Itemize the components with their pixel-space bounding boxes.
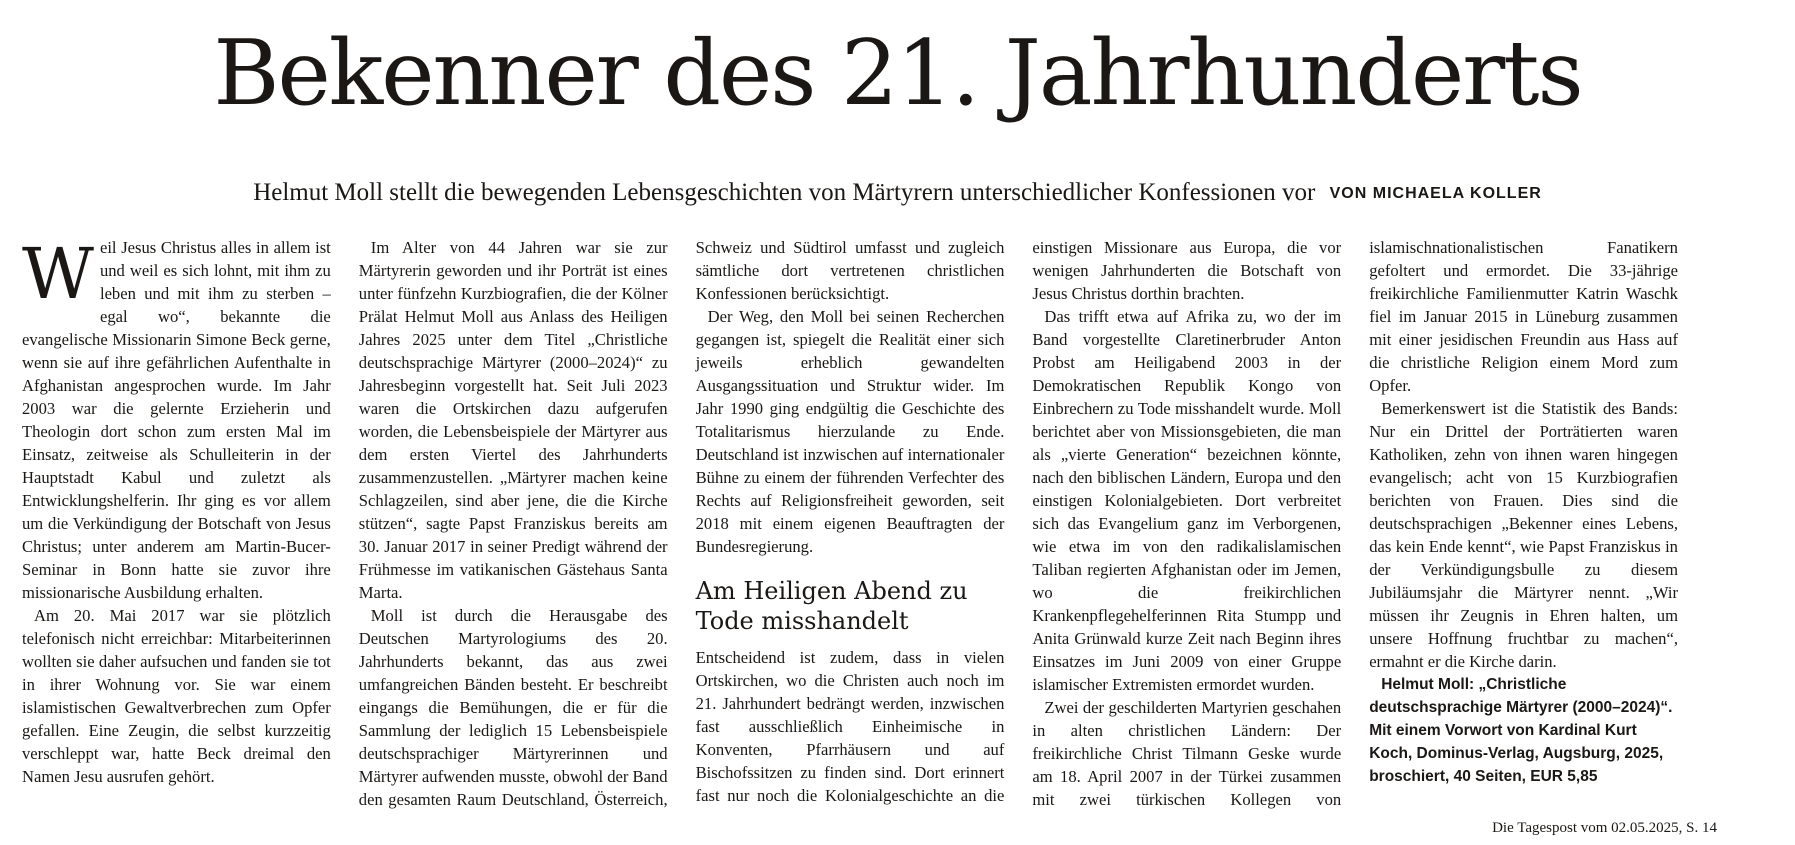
paragraph-5: Der Weg, den Moll bei seinen Recherchen gegangen ist, spiegelt die Realität einer sich jeweils erheblich gewandelten Ausgangssituation und Struktur wider. Im Jahr 1990 ging endgültig die Geschichte des Totalitarismus hierzulande zu Ende. Deutschland ist inzwischen auf internationaler Bühne zu einem der führenden Verfechter des Rechts auf Religionsfreiheit geworden, seit 2018 mit einem eigenen Beauftragten der Bundesregierung. bbox=[695, 307, 1005, 556]
paragraph-8: Zwei der geschilderten Martyrien geschahen in alten christlichen Ländern: Der freikirchliche Christ Tilmann Geske wurde am 18. April 2007 in der Türkei zusammen mit zwei türkischen Kollegen von islamischnationalistischen Fanatikern gefoltert und ermordet. Die 33-jährige freikirchliche Familienmutter Katrin Waschk fiel im Januar 2015 in Lüneburg zusammen mit einer jesidischen Freundin aus Hass auf die christliche Religion einem Mord zum Opfer. bbox=[1032, 238, 1678, 809]
paragraph-6: Entscheidend ist zudem, dass in vielen Ortskirchen, wo die Christen auch noch im 21. Jahrhundert bedrängt werden, inzwischen fast ausschließlich Einheimische in Konventen, Pfarrhäusern und auf Bischofssitzen zu finden sind. Dort erinnert fast nur noch die Kolonialgeschichte an die einstigen Missionare aus Europa, die vor wenigen Jahrhunderten die Botschaft von Jesus Christus dorthin brachten. bbox=[695, 238, 1342, 805]
paragraph-7: Das trifft etwa auf Afrika zu, wo der im Band vorgestellte Claretinerbruder Anton Probst am Heiligabend 2003 in der Demokratischen Republik Kongo von Einbrechern zu Tode misshandelt wurde. Moll berichtet aber von Missionsgebieten, die man als „vierte Generation“ bezeichnen könnte, nach den biblischen Ländern, Europa und den einstigen Kolonialgebieten. Dort verbreitet sich das Evangelium ganz im Verborgenen, wie etwa im von den radikalislamischen Taliban regierten Afghanistan oder im Jemen, wo die freikirchlichen Krankenpflegehelferinnen Rita Stumpp und Anita Grünwald kurze Zeit nach Beginn ihres Einsatzes im Juni 2009 von einer Gruppe islamischer Extremisten ermordet wurden. bbox=[1032, 307, 1342, 694]
book-info: Helmut Moll: „Christliche deutschsprachige Märtyrer (2000–2024)“. Mit einem Vorwort von Kardinal Kurt Koch, Dominus-Verlag, Augsburg, 2025, broschiert, 40 Seiten, EUR 5,85 bbox=[1369, 676, 1673, 785]
paragraph-3: Im Alter von 44 Jahren war sie zur Märtyrerin geworden und ihr Porträt ist eines unter fünfzehn Kurzbiografien, die der Kölner Prälat Helmut Moll aus Anlass des Heiligen Jahres 2025 unter dem Titel „Christliche deutschsprachige Märtyrer (2000–2024)“ zu Jahresbeginn vorgestellt hat. Seit Juli 2023 waren die Ortskirchen dazu aufgerufen worden, die Lebensbeispiele der Märtyrer aus dem ersten Viertel des Jahrhunderts zusammenzustellen. „Märtyrer machen keine Schlagzeilen, sind aber jene, die die Kirche stützen“, sagte Papst Franziskus bereits am 30. Januar 2017 in seiner Predigt während der Frühmesse im vatikanischen Gästehaus Santa Marta. bbox=[358, 238, 668, 602]
headline: Bekenner des 21. Jahrhunderts bbox=[213, 21, 1582, 126]
subheadline: Helmut Moll stellt die bewegenden Lebensgeschichten von Märtyrern unterschiedlicher Konfessionen vor bbox=[253, 179, 1316, 206]
paragraph-9: Bemerkenswert ist die Statistik des Bands: Nur ein Drittel der Porträtierten waren Katholiken, zehn von ihnen waren hingegen evangelisch; acht von 15 Kurzbiografien berichten von Frauen. Dies sind die deutschsprachigen „Bekenner eines Lebens, das kein Ende kennt“, wie Papst Franziskus in der Verkündigungsbulle zu diesem Jubiläumsjahr die Märtyrer nennt. „Wir müssen ihr Zeugnis in Ehren halten, um unsere Hoffnung fruchtbar zu machen“, ermahnt er die Kirche darin. bbox=[1369, 399, 1678, 671]
paragraph-4: Moll ist durch die Herausgabe des Deutschen Martyrologiums des 20. Jahrhunderts bekannt, das aus zwei umfangreichen Bänden besteht. Er beschreibt eingangs die Bemühungen, die er für die Sammlung der lediglich 15 Lebensbeispiele deutschsprachiger Märtyrerinnen und Märtyrer aufwenden musste, obwohl der Band den gesamten Raum Deutschland, Österreich, Schweiz und Südtirol umfasst und zugleich sämtliche dort vertretenen christlichen Konfessionen berücksichtigt. bbox=[358, 238, 1005, 809]
subheadline-row bbox=[0, 178, 1795, 208]
byline: VON MICHAELA KOLLER bbox=[1329, 185, 1542, 202]
paragraph-2: Am 20. Mai 2017 war sie plötzlich telefonisch nicht erreichbar: Mitarbeiterinnen wollten sie daher aufsuchen und fanden sie tot in ihrer Wohnung vor. Sie war einem islamistischen Gewaltverbrechen zum Opfer gefallen. Eine Zeugin, die selbst kurzzeitig verschleppt war, hatte Beck dreimal den Namen Jesu ausrufen gehört. bbox=[22, 606, 331, 786]
section-subhead: Am Heiligen Abend zu Tode misshandelt bbox=[695, 577, 968, 635]
paragraph-1: Weil Jesus Christus alles in allem ist und weil es sich lohnt, mit ihm zu leben und mit ihm zu sterben – egal wo“, bekannte die evangelische Missionarin Simone Beck gerne, wenn sie auf ihre gefährlichen Aufenthalte in Afghanistan angesprochen wurde. Im Jahr 2003 war die gelernte Erzieherin und Theologin dort schon zum ersten Mal im Einsatz, zeitweise als Schulleiterin in der Hauptstadt Kabul und zuletzt als Entwicklungshelferin. Ihr ging es vor allem um die Verkündigung der Botschaft von Jesus Christus; unter anderem am Martin-Bucer-Seminar in Bonn hatte sie zuvor ihre missionarische Ausbildung erhalten. bbox=[22, 233, 331, 602]
dropcap: W bbox=[22, 233, 94, 315]
article-body bbox=[22, 233, 1678, 816]
source-line: Die Tagespost vom 02.05.2025, S. 14 bbox=[1492, 820, 1717, 836]
